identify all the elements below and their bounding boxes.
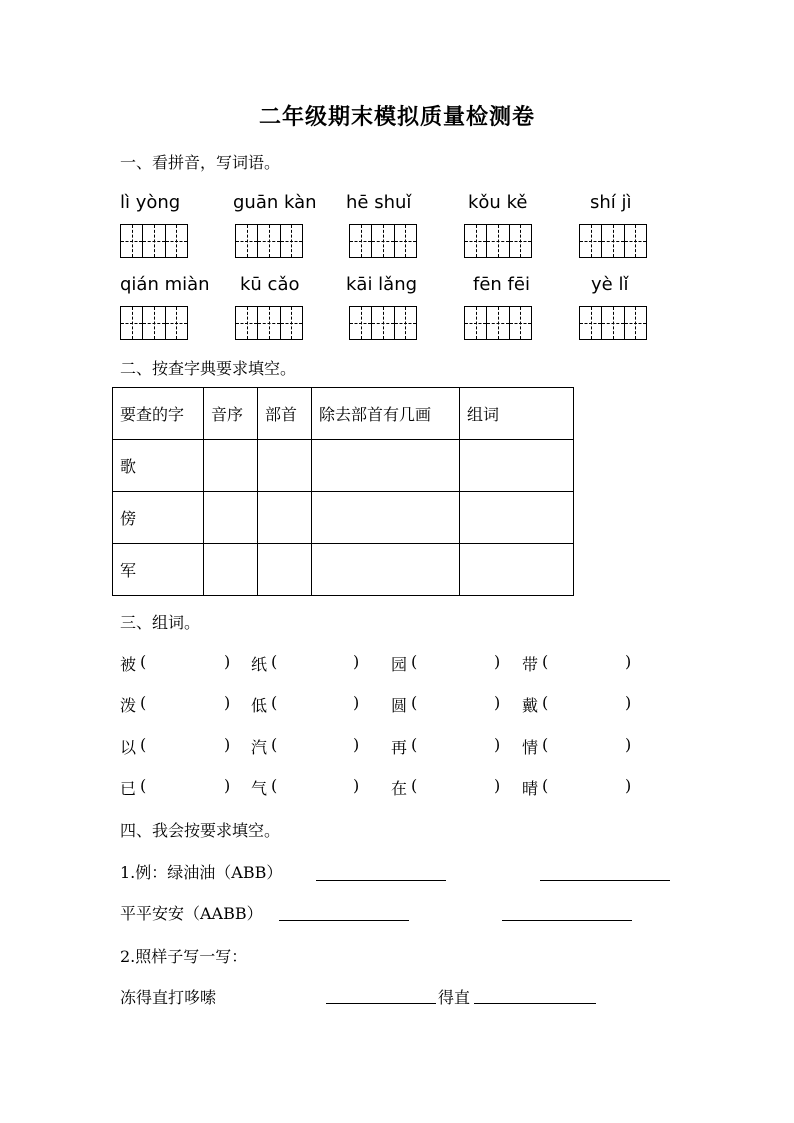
answer-blank[interactable] bbox=[150, 776, 220, 796]
table-header: 音序 bbox=[204, 388, 258, 440]
question-2-middle: 得直 bbox=[438, 988, 471, 1007]
table-header: 组词 bbox=[460, 388, 574, 440]
word-group-char: 带 bbox=[522, 655, 539, 674]
close-paren: ) bbox=[353, 693, 360, 712]
answer-blank[interactable] bbox=[552, 776, 621, 796]
table-cell-blank[interactable] bbox=[204, 544, 258, 596]
open-paren: ( bbox=[411, 693, 418, 712]
table-header-row bbox=[113, 388, 574, 440]
word-group-char: 园 bbox=[391, 655, 408, 674]
answer-line[interactable] bbox=[540, 880, 670, 881]
open-paren: ( bbox=[542, 652, 549, 671]
section-3-heading: 三、组词。 bbox=[120, 613, 201, 632]
word-group-char: 情 bbox=[522, 738, 539, 757]
close-paren: ) bbox=[494, 652, 501, 671]
close-paren: ) bbox=[353, 776, 360, 795]
word-group-char: 泼 bbox=[120, 696, 137, 715]
answer-blank[interactable] bbox=[281, 776, 349, 796]
table-header: 要查的字 bbox=[113, 388, 204, 440]
table-cell-blank[interactable] bbox=[312, 492, 460, 544]
writing-box[interactable] bbox=[349, 306, 417, 340]
page-title: 二年级期末模拟质量检测卷 bbox=[258, 105, 535, 130]
open-paren: ( bbox=[411, 735, 418, 754]
answer-line[interactable] bbox=[474, 1003, 596, 1004]
answer-blank[interactable] bbox=[421, 735, 490, 755]
answer-blank[interactable] bbox=[552, 735, 621, 755]
word-group-char: 在 bbox=[391, 779, 408, 798]
table-cell-char: 傍 bbox=[113, 492, 204, 544]
close-paren: ) bbox=[625, 735, 632, 754]
close-paren: ) bbox=[353, 652, 360, 671]
answer-blank[interactable] bbox=[150, 735, 220, 755]
answer-blank[interactable] bbox=[281, 652, 349, 672]
table-header: 除去部首有几画 bbox=[312, 388, 460, 440]
table-cell-blank[interactable] bbox=[312, 544, 460, 596]
table-cell-char: 军 bbox=[113, 544, 204, 596]
writing-box[interactable] bbox=[464, 224, 532, 258]
open-paren: ( bbox=[271, 776, 278, 795]
table-cell-blank[interactable] bbox=[258, 440, 312, 492]
answer-blank[interactable] bbox=[281, 735, 349, 755]
table-row bbox=[113, 440, 574, 492]
section-4-heading: 四、我会按要求填空。 bbox=[120, 821, 281, 840]
writing-box[interactable] bbox=[120, 306, 188, 340]
table-row bbox=[113, 544, 574, 596]
open-paren: ( bbox=[542, 693, 549, 712]
table-cell-blank[interactable] bbox=[204, 440, 258, 492]
question-2-label: 2.照样子写一写： bbox=[120, 947, 248, 966]
close-paren: ) bbox=[353, 735, 360, 754]
pinyin-8: kāi lǎng bbox=[346, 274, 418, 295]
writing-box[interactable] bbox=[349, 224, 417, 258]
close-paren: ) bbox=[224, 652, 231, 671]
answer-blank[interactable] bbox=[421, 652, 490, 672]
close-paren: ) bbox=[494, 735, 501, 754]
table-cell-blank[interactable] bbox=[204, 492, 258, 544]
word-group-char: 晴 bbox=[522, 779, 539, 798]
open-paren: ( bbox=[271, 652, 278, 671]
table-header: 部首 bbox=[258, 388, 312, 440]
writing-box[interactable] bbox=[235, 224, 303, 258]
open-paren: ( bbox=[140, 652, 147, 671]
close-paren: ) bbox=[494, 776, 501, 795]
table-cell-blank[interactable] bbox=[460, 492, 574, 544]
answer-blank[interactable] bbox=[281, 693, 349, 713]
answer-blank[interactable] bbox=[421, 776, 490, 796]
word-group-char: 被 bbox=[120, 655, 137, 674]
close-paren: ) bbox=[625, 693, 632, 712]
pinyin-1: lì yòng bbox=[120, 192, 181, 213]
section-1-heading: 一、看拼音，写词语。 bbox=[120, 153, 281, 172]
question-1-example: 1.例：绿油油（ABB） bbox=[120, 863, 283, 882]
pinyin-5: shí jì bbox=[590, 192, 632, 213]
open-paren: ( bbox=[271, 735, 278, 754]
pinyin-2: guān kàn bbox=[233, 192, 317, 213]
close-paren: ) bbox=[224, 693, 231, 712]
word-group-char: 已 bbox=[120, 779, 137, 798]
close-paren: ) bbox=[625, 776, 632, 795]
answer-blank[interactable] bbox=[150, 652, 220, 672]
pinyin-6: qián miàn bbox=[120, 274, 210, 295]
word-group-char: 戴 bbox=[522, 696, 539, 715]
word-group-char: 汽 bbox=[251, 738, 268, 757]
answer-blank[interactable] bbox=[150, 693, 220, 713]
table-cell-blank[interactable] bbox=[258, 544, 312, 596]
writing-box[interactable] bbox=[579, 224, 647, 258]
answer-blank[interactable] bbox=[552, 693, 621, 713]
table-cell-blank[interactable] bbox=[258, 492, 312, 544]
word-group-char: 以 bbox=[120, 738, 137, 757]
writing-box[interactable] bbox=[235, 306, 303, 340]
open-paren: ( bbox=[140, 735, 147, 754]
word-group-char: 再 bbox=[391, 738, 408, 757]
answer-line[interactable] bbox=[502, 920, 632, 921]
table-cell-blank[interactable] bbox=[460, 544, 574, 596]
open-paren: ( bbox=[140, 776, 147, 795]
close-paren: ) bbox=[625, 652, 632, 671]
close-paren: ) bbox=[224, 735, 231, 754]
open-paren: ( bbox=[542, 776, 549, 795]
answer-blank[interactable] bbox=[421, 693, 490, 713]
pinyin-7: kū cǎo bbox=[240, 274, 300, 295]
open-paren: ( bbox=[271, 693, 278, 712]
table-cell-char: 歌 bbox=[113, 440, 204, 492]
open-paren: ( bbox=[140, 693, 147, 712]
question-1-aabb: 平平安安（AABB） bbox=[120, 904, 263, 923]
pinyin-3: hē shuǐ bbox=[346, 192, 412, 213]
answer-blank[interactable] bbox=[552, 652, 621, 672]
table-cell-blank[interactable] bbox=[460, 440, 574, 492]
answer-line[interactable] bbox=[326, 1003, 436, 1004]
dictionary-table bbox=[112, 387, 574, 596]
section-2-heading: 二、按查字典要求填空。 bbox=[120, 359, 297, 378]
pinyin-10: yè lǐ bbox=[591, 274, 629, 295]
table-cell-blank[interactable] bbox=[312, 440, 460, 492]
open-paren: ( bbox=[411, 652, 418, 671]
answer-line[interactable] bbox=[316, 880, 446, 881]
close-paren: ) bbox=[494, 693, 501, 712]
word-group-char: 气 bbox=[251, 779, 268, 798]
writing-box[interactable] bbox=[579, 306, 647, 340]
answer-line[interactable] bbox=[279, 920, 409, 921]
open-paren: ( bbox=[542, 735, 549, 754]
open-paren: ( bbox=[411, 776, 418, 795]
question-2-example: 冻得直打哆嗦 bbox=[120, 988, 217, 1007]
word-group-char: 低 bbox=[251, 696, 268, 715]
writing-box[interactable] bbox=[120, 224, 188, 258]
pinyin-9: fēn fēi bbox=[473, 274, 530, 295]
pinyin-4: kǒu kě bbox=[468, 192, 528, 213]
table-row bbox=[113, 492, 574, 544]
close-paren: ) bbox=[224, 776, 231, 795]
writing-box[interactable] bbox=[464, 306, 532, 340]
word-group-char: 圆 bbox=[391, 696, 408, 715]
word-group-char: 纸 bbox=[251, 655, 268, 674]
